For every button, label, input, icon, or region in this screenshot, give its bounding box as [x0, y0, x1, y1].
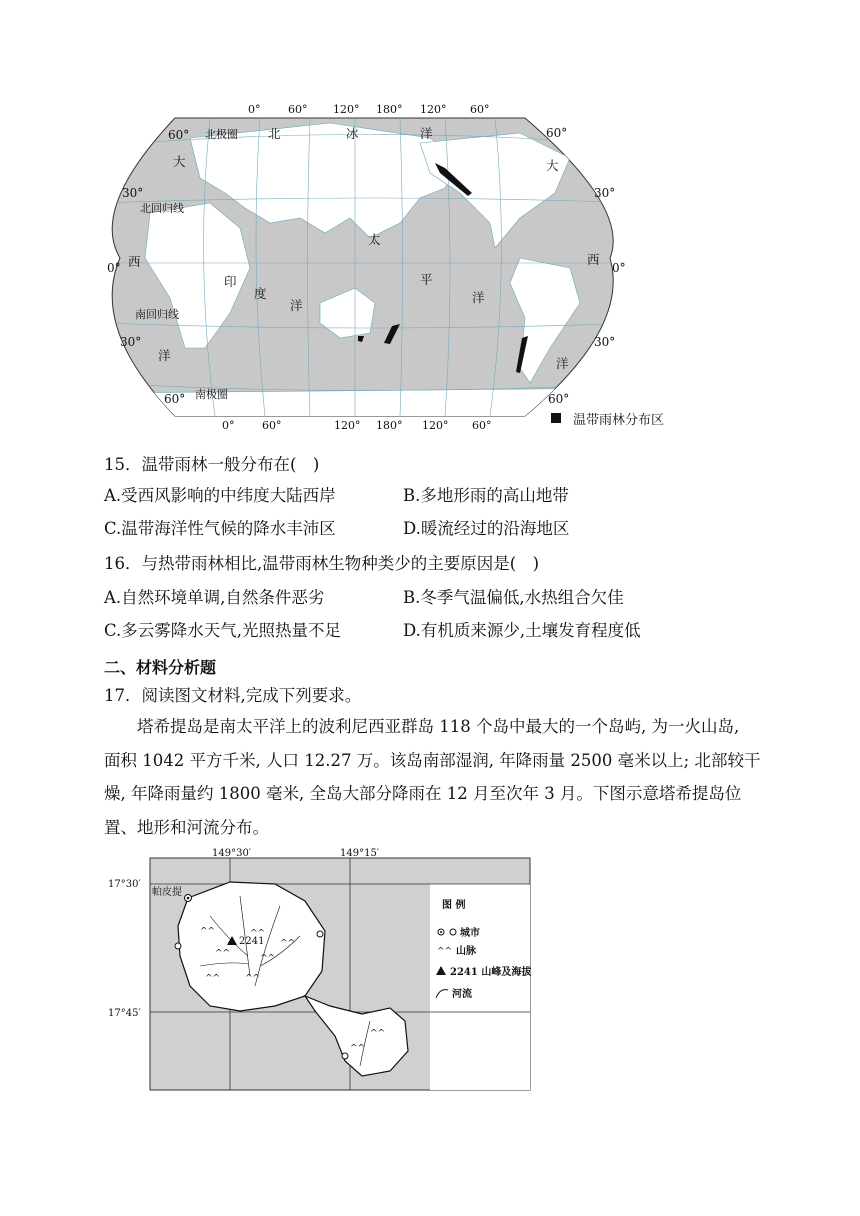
- legend-mountain: 山脉: [456, 946, 476, 957]
- arctic-ocean-2: 冰: [346, 126, 359, 141]
- pacific-ocean-2: 平: [420, 272, 433, 287]
- left-lat-30s: 30°: [120, 335, 142, 349]
- indian-ocean-2: 度: [254, 286, 267, 301]
- lon-label-1: 149°30′: [212, 848, 252, 859]
- right-lat-60: 60°: [546, 126, 568, 140]
- papeete-label: 帕皮提: [152, 887, 182, 898]
- lat-label-2: 17°45′: [108, 1008, 141, 1019]
- svg-text:^^: ^^: [280, 939, 296, 949]
- right-lat-30: 30°: [594, 186, 616, 200]
- material-paragraph: [104, 710, 761, 844]
- rainforest-legend-icon: [551, 413, 561, 423]
- city-icon: [175, 943, 181, 949]
- svg-text:^^: ^^: [370, 1029, 386, 1039]
- q16-stem: 16．与热带雨林相比,温带雨林生物种类少的主要原因是( ): [104, 554, 540, 573]
- svg-text:^^: ^^: [215, 949, 231, 959]
- atlantic-right-1: 大: [546, 158, 559, 173]
- q16-option-b: B.冬季气温偏低,水热组合欠佳: [403, 588, 624, 607]
- city-icon: [317, 931, 323, 937]
- q16-option-a: A.自然环境单调,自然条件恶劣: [104, 588, 325, 607]
- q15-option-a: A.受西风影响的中纬度大陆西岸: [104, 486, 336, 505]
- q15-option-c: C.温带海洋性气候的降水丰沛区: [104, 519, 336, 538]
- arctic-ocean-3: 洋: [420, 126, 433, 141]
- q15-stem: 15．温带雨林一般分布在( ): [104, 455, 320, 474]
- top-lon-2: 120°: [333, 103, 360, 116]
- bottom-lon-3: 180°: [376, 419, 403, 432]
- paragraph-line-1: 塔希提岛是南太平洋上的波利尼西亚群岛 118 个岛中最大的一个岛屿, 为一火山岛,: [137, 717, 740, 736]
- bottom-lon-0: 0°: [222, 419, 235, 432]
- indian-ocean-1: 印: [224, 274, 237, 289]
- q15-option-d: D.暖流经过的沿海地区: [403, 519, 570, 538]
- top-lon-4: 120°: [420, 103, 447, 116]
- peak-label: 2241: [239, 936, 265, 947]
- q17-stem: 17．阅读图文材料,完成下列要求。: [104, 686, 362, 705]
- tropic-capricorn-label: 南回归线: [135, 308, 179, 321]
- q16-option-d: D.有机质来源少,土壤发育程度低: [403, 621, 641, 640]
- atlantic-left-1: 大: [173, 154, 186, 169]
- atlantic-left-3: 洋: [158, 348, 171, 363]
- legend-title: 图 例: [442, 900, 466, 911]
- svg-text:^^: ^^: [205, 974, 221, 984]
- pacific-ocean-3: 洋: [472, 290, 485, 305]
- arctic-ocean-1: 北: [268, 126, 281, 141]
- left-lat-0: 0°: [107, 261, 121, 275]
- top-lon-5: 60°: [470, 103, 490, 116]
- atlantic-right-3: 洋: [556, 356, 569, 371]
- right-lat-30s: 30°: [594, 335, 616, 349]
- svg-text:^^: ^^: [250, 929, 266, 939]
- indian-ocean-3: 洋: [290, 298, 303, 313]
- lon-label-2: 149°15′: [340, 848, 380, 859]
- left-lat-60: 60°: [168, 128, 190, 142]
- bottom-lon-2: 120°: [334, 419, 361, 432]
- antarctic-circle-label: 南极圈: [195, 388, 228, 401]
- right-lat-60s: 60°: [548, 392, 570, 406]
- paragraph-line-4: 置、地形和河流分布。: [104, 817, 269, 837]
- q15-option-b: B.多地形雨的高山地带: [403, 486, 569, 505]
- svg-text:^^: ^^: [350, 1044, 366, 1054]
- left-lat-30: 30°: [122, 186, 144, 200]
- bottom-lon-1: 60°: [262, 419, 282, 432]
- bottom-lon-4: 120°: [422, 419, 449, 432]
- svg-text:^^: ^^: [260, 954, 276, 964]
- arctic-circle-label: 北极圈: [205, 128, 238, 141]
- svg-text:^^: ^^: [245, 974, 261, 984]
- top-lon-3: 180°: [376, 103, 403, 116]
- lat-label-1: 17°30′: [108, 879, 141, 890]
- svg-text:^^: ^^: [437, 947, 453, 957]
- legend-peak: 2241 山峰及海拔: [450, 967, 532, 978]
- tropic-cancer-label: 北回归线: [140, 202, 184, 215]
- pacific-ocean-1: 太: [368, 232, 381, 247]
- q16-option-c: C.多云雾降水天气,光照热量不足: [104, 621, 342, 640]
- city-icon: [342, 1053, 348, 1059]
- island-map: [100, 846, 540, 1096]
- section-title: 二、材料分析题: [104, 658, 217, 677]
- atlantic-left-2: 西: [128, 254, 141, 269]
- left-lat-60s: 60°: [164, 392, 186, 406]
- rainforest-legend-label: 温带雨林分布区: [573, 413, 665, 428]
- legend-city: 城市: [460, 928, 480, 939]
- right-lat-0: 0°: [612, 261, 626, 275]
- bottom-lon-5: 60°: [472, 419, 492, 432]
- svg-text:^^: ^^: [200, 927, 216, 937]
- legend-river: 河流: [452, 989, 472, 1000]
- paragraph-line-2: 面积 1042 平方千米, 人口 12.27 万。该岛南部湿润, 年降雨量 2500 毫米以上; 北部较干: [104, 750, 761, 770]
- atlantic-right-2: 西: [587, 252, 600, 267]
- top-lon-0: 0°: [248, 103, 261, 116]
- top-lon-1: 60°: [288, 103, 308, 116]
- paragraph-line-3: 燥, 年降雨量约 1800 毫米, 全岛大部分降雨在 12 月至次年 3 月。下图示意塔希提岛位: [104, 784, 742, 803]
